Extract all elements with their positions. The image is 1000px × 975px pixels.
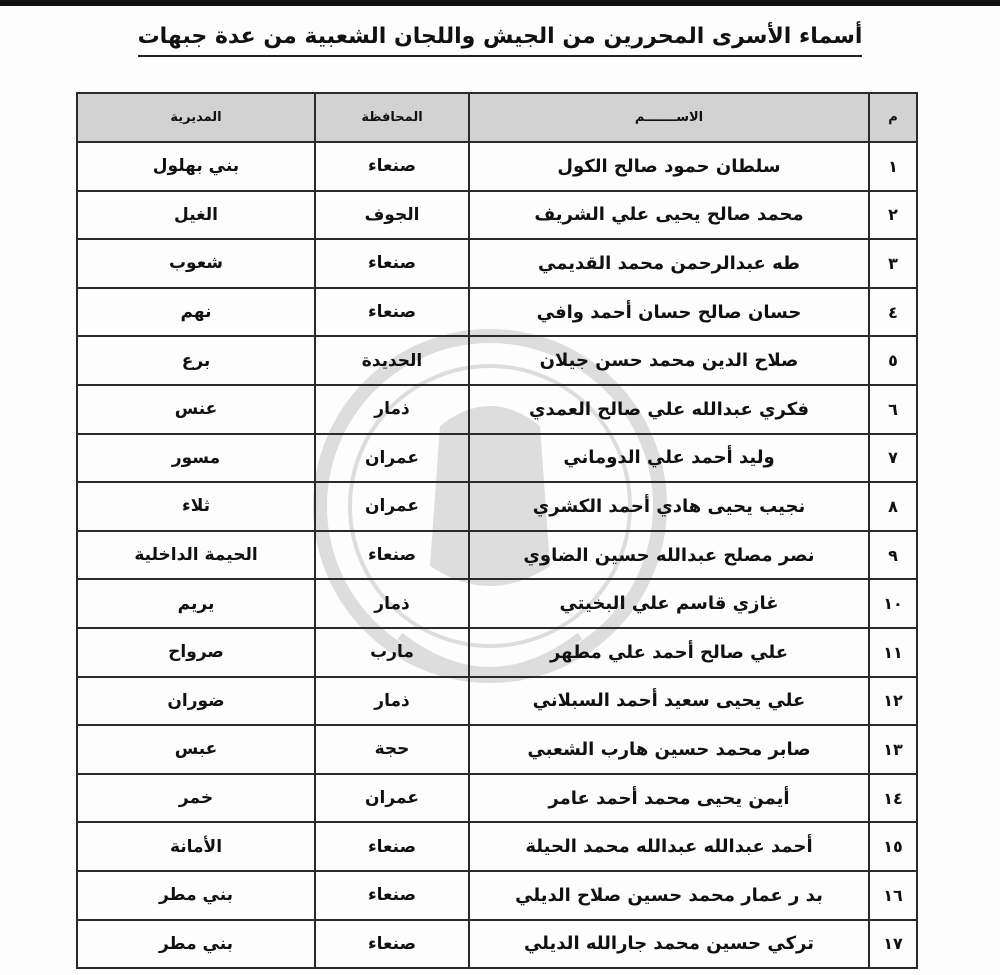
row-name: غازي قاسم علي البخيتي <box>469 579 869 628</box>
row-directorate: الحيمة الداخلية <box>77 531 315 580</box>
row-directorate: الغيل <box>77 191 315 240</box>
table-row <box>77 434 917 483</box>
row-name: علي يحيى سعيد أحمد السبلاني <box>469 677 869 726</box>
row-name: سلطان حمود صالح الكول <box>469 142 869 191</box>
row-governorate: صنعاء <box>315 239 469 288</box>
table-row <box>77 920 917 969</box>
row-governorate: عمران <box>315 434 469 483</box>
header-number: م <box>869 93 917 142</box>
row-directorate: عنس <box>77 385 315 434</box>
table-row <box>77 142 917 191</box>
header-name: الاســـــــم <box>469 93 869 142</box>
row-directorate: بني مطر <box>77 871 315 920</box>
row-name: وليد أحمد علي الدوماني <box>469 434 869 483</box>
row-number: ٦ <box>869 385 917 434</box>
row-governorate: صنعاء <box>315 822 469 871</box>
row-name: علي صالح أحمد علي مطهر <box>469 628 869 677</box>
table-row <box>77 482 917 531</box>
row-directorate: نهم <box>77 288 315 337</box>
row-governorate: صنعاء <box>315 288 469 337</box>
header-directorate: المديرية <box>77 93 315 142</box>
row-name: أيمن يحيى محمد أحمد عامر <box>469 774 869 823</box>
row-governorate: عمران <box>315 774 469 823</box>
table-row <box>77 191 917 240</box>
row-name: بد ر عمار محمد حسين صلاح الديلي <box>469 871 869 920</box>
table-row <box>77 871 917 920</box>
row-governorate: صنعاء <box>315 920 469 969</box>
row-name: طه عبدالرحمن محمد القديمي <box>469 239 869 288</box>
row-number: ٩ <box>869 531 917 580</box>
row-number: ٨ <box>869 482 917 531</box>
row-name: أحمد عبدالله عبدالله محمد الحيلة <box>469 822 869 871</box>
row-directorate: بني بهلول <box>77 142 315 191</box>
row-directorate: ضوران <box>77 677 315 726</box>
row-number: ١٤ <box>869 774 917 823</box>
document-page <box>0 6 1000 975</box>
table-row <box>77 531 917 580</box>
row-number: ٥ <box>869 336 917 385</box>
row-number: ١ <box>869 142 917 191</box>
table-row <box>77 336 917 385</box>
row-number: ٣ <box>869 239 917 288</box>
table-row <box>77 677 917 726</box>
table-row <box>77 288 917 337</box>
row-governorate: صنعاء <box>315 531 469 580</box>
row-number: ١٣ <box>869 725 917 774</box>
row-name: محمد صالح يحيى علي الشريف <box>469 191 869 240</box>
row-directorate: بني مطر <box>77 920 315 969</box>
row-directorate: خمر <box>77 774 315 823</box>
row-directorate: مسور <box>77 434 315 483</box>
row-name: تركي حسين محمد جارالله الديلي <box>469 920 869 969</box>
row-number: ١٢ <box>869 677 917 726</box>
row-directorate: صرواح <box>77 628 315 677</box>
row-governorate: مارب <box>315 628 469 677</box>
row-directorate: الأمانة <box>77 822 315 871</box>
row-directorate: برع <box>77 336 315 385</box>
header-governorate: المحافظة <box>315 93 469 142</box>
row-number: ١٥ <box>869 822 917 871</box>
table-row <box>77 774 917 823</box>
row-governorate: الجوف <box>315 191 469 240</box>
row-governorate: صنعاء <box>315 871 469 920</box>
row-name: صلاح الدين محمد حسن جيلان <box>469 336 869 385</box>
row-governorate: ذمار <box>315 677 469 726</box>
document-title <box>0 24 1000 57</box>
row-name: حسان صالح حسان أحمد وافي <box>469 288 869 337</box>
table-row <box>77 579 917 628</box>
table-header-row <box>77 93 917 142</box>
row-name: صابر محمد حسين هارب الشعبي <box>469 725 869 774</box>
document-title-text: أسماء الأسرى المحررين من الجيش واللجان الشعبية من عدة جبهات <box>138 24 863 57</box>
table-row <box>77 725 917 774</box>
prisoners-table-container <box>76 92 916 969</box>
table-row <box>77 239 917 288</box>
row-directorate: ثلاء <box>77 482 315 531</box>
row-number: ٢ <box>869 191 917 240</box>
table-row <box>77 385 917 434</box>
row-number: ١٧ <box>869 920 917 969</box>
table-row <box>77 822 917 871</box>
row-governorate: حجة <box>315 725 469 774</box>
row-name: نصر مصلح عبدالله حسين الضاوي <box>469 531 869 580</box>
row-governorate: ذمار <box>315 579 469 628</box>
row-governorate: صنعاء <box>315 142 469 191</box>
row-directorate: شعوب <box>77 239 315 288</box>
row-number: ٤ <box>869 288 917 337</box>
row-name: فكري عبدالله علي صالح العمدي <box>469 385 869 434</box>
row-number: ١٠ <box>869 579 917 628</box>
row-governorate: عمران <box>315 482 469 531</box>
row-number: ١٦ <box>869 871 917 920</box>
row-number: ١١ <box>869 628 917 677</box>
table-row <box>77 628 917 677</box>
row-directorate: يريم <box>77 579 315 628</box>
row-directorate: عبس <box>77 725 315 774</box>
row-name: نجيب يحيى هادي أحمد الكشري <box>469 482 869 531</box>
row-number: ٧ <box>869 434 917 483</box>
prisoners-table <box>76 92 918 969</box>
row-governorate: ذمار <box>315 385 469 434</box>
row-governorate: الحديدة <box>315 336 469 385</box>
